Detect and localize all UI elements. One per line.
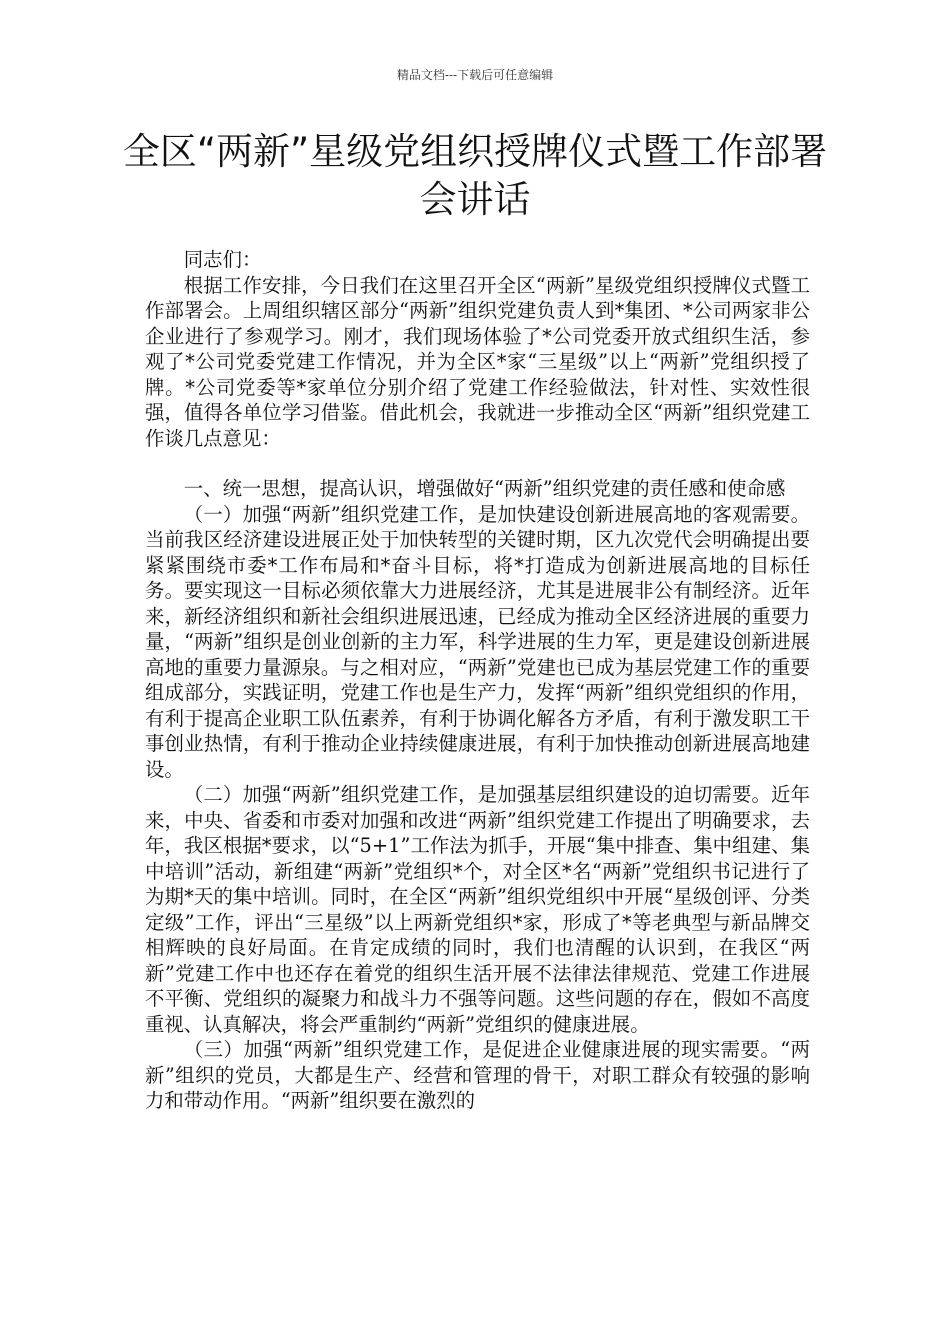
page-header-note: 精品文档---下载后可任意编辑 (396, 68, 554, 82)
body-paragraph: 根据工作安排，今日我们在这里召开全区“两新”星级党组织授牌仪式暨工作部署会。上周组织辖区部分“两新”组织党建负责人到*集团、*公司两家非公企业进行了参观学习。刚才，我们现场体验了*公司党委开放式组织生活，参观了*公司党委党建工作情况，并为全区*家“三星级”以上“两新”党组织授了牌。*公司党委等*家单位分别介绍了党建工作经验做法，针对性、实效性很强，值得各单位学习借鉴。借此机会，我就进一步推动全区“两新”组织党建工作谈几点意见： (145, 273, 810, 450)
document-body (145, 247, 810, 1114)
document-title: 全区“两新”星级党组织授牌仪式暨工作部署会讲话 (122, 130, 828, 221)
body-paragraph: （一）加强“两新”组织党建工作，是加快建设创新进展高地的客观需要。当前我区经济建设进展正处于加快转型的关键时期，区九次党代会明确提出要紧紧围绕市委*工作布局和*奋斗目标，将*打造成为创新进展高地的目标任务。要实现这一目标必须依靠大力进展经济，尤其是进展非公有制经济。近年来，新经济组织和新社会组织进展迅速，已经成为推动全区经济进展的重要力量，“两新”组织是创业创新的主力军，科学进展的生力军，更是建设创新进展高地的重要力量源泉。与之相对应，“两新”党建也已成为基层党建工作的重要组成部分，实践证明，党建工作也是生产力，发挥“两新”组织党组织的作用，有利于提高企业职工队伍素养，有利于协调化解各方矛盾，有利于激发职工干事创业热情，有利于推动企业持续健康进展，有利于加快推动创新进展高地建设。 (145, 502, 810, 781)
body-paragraph: （二）加强“两新”组织党建工作，是加强基层组织建设的迫切需要。近年来，中央、省委和市委对加强和改进“两新”组织党建工作提出了明确要求，去年，我区根据*要求，以“5+1”工作法为抓手，开展“集中排查、集中组建、集中培训”活动，新组建“两新”党组织*个，对全区*名“两新”党组织书记进行了为期*天的集中培训。同时，在全区“两新”组织党组织中开展“星级创评、分类定级”工作，评出“三星级”以上两新党组织*家，形成了*等老典型与新品牌交相辉映的良好局面。在肯定成绩的同时，我们也清醒的认识到，在我区“两新”党建工作中也还存在着党的组织生活开展不法律法律规范、党建工作进展不平衡、党组织的凝聚力和战斗力不强等问题。这些问题的存在，假如不高度重视、认真解决，将会严重制约“两新”党组织的健康进展。 (145, 783, 810, 1036)
salutation: 同志们： (183, 248, 262, 271)
section-heading: 一、统一思想，提高认识，增强做好“两新”组织党建的责任感和使命感 (183, 477, 786, 500)
body-paragraph: （三）加强“两新”组织党建工作，是促进企业健康进展的现实需要。“两新”组织的党员，大都是生产、经营和管理的骨干，对职工群众有较强的影响力和带动作用。“两新”组织要在激烈的 (145, 1038, 810, 1112)
